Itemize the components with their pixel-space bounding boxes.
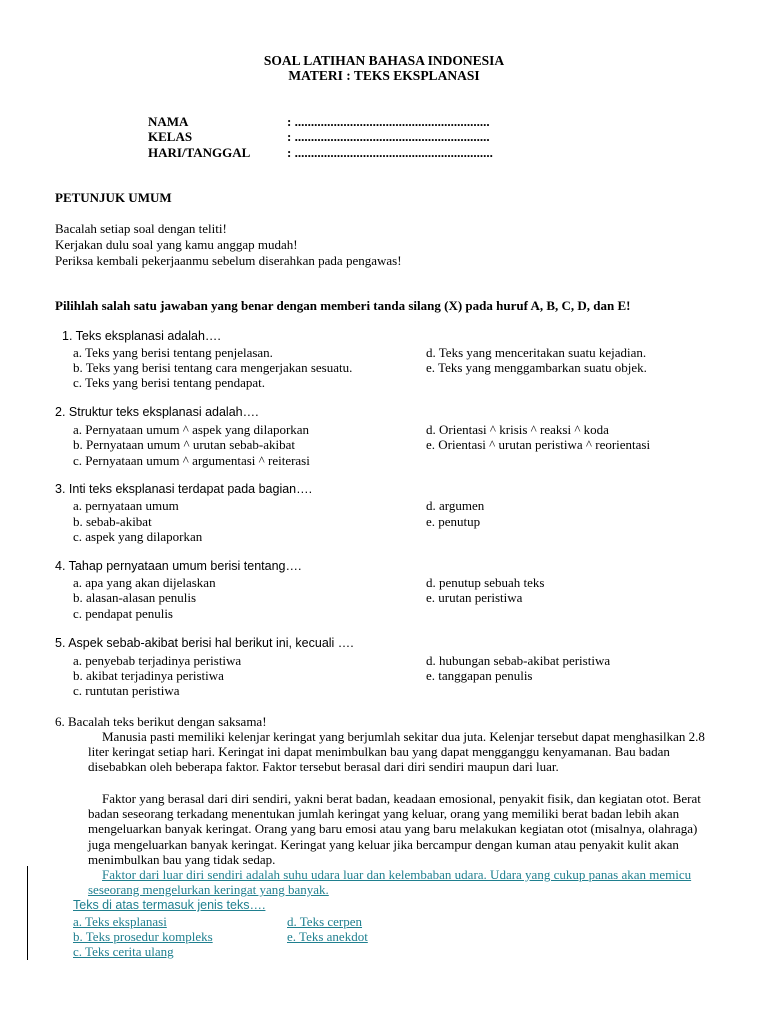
option-a[interactable]: a. penyebab terjadinya peristiwa — [73, 653, 242, 668]
option-b[interactable]: b. Pernyataan umum ^ urutan sebab-akibat — [73, 437, 295, 452]
option-d[interactable]: d. argumen — [426, 498, 485, 513]
instruction-line: Bacalah setiap soal dengan teliti! — [55, 221, 227, 236]
question-prompt[interactable]: Teks di atas termasuk jenis teks…. — [73, 898, 266, 912]
question-text: 3. Inti teks eksplanasi terdapat pada bagian…. — [55, 482, 313, 496]
option-c[interactable]: c. Pernyataan umum ^ argumentasi ^ reiterasi — [73, 453, 310, 468]
question-text: 6. Bacalah teks berikut dengan saksama! — [55, 714, 267, 729]
option-b[interactable]: b. Teks prosedur kompleks — [73, 929, 213, 944]
name-field[interactable]: : ............................................................ — [287, 114, 490, 129]
option-d[interactable]: d. penutup sebuah teks — [426, 575, 545, 590]
question-text: 4. Tahap pernyataan umum berisi tentang…. — [55, 559, 302, 573]
option-d[interactable]: d. Teks cerpen — [287, 914, 363, 929]
option-c[interactable]: c. pendapat penulis — [73, 606, 173, 621]
instruction-line: Periksa kembali pekerjaanmu sebelum diserahkan pada pengawas! — [55, 253, 402, 268]
text-cursor-bar — [27, 866, 28, 960]
option-a[interactable]: a. Pernyataan umum ^ aspek yang dilaporkan — [73, 422, 310, 437]
class-label: KELAS — [148, 129, 193, 144]
option-a[interactable]: a. Teks yang berisi tentang penjelasan. — [73, 345, 273, 360]
option-d[interactable]: d. Teks yang menceritakan suatu kejadian. — [426, 345, 647, 360]
document-title: SOAL LATIHAN BAHASA INDONESIA — [263, 53, 505, 68]
date-field[interactable]: : ............................................................. — [287, 145, 493, 160]
document-subtitle: MATERI : TEKS EKSPLANASI — [288, 68, 480, 83]
option-c[interactable]: c. Teks yang berisi tentang pendapat. — [73, 375, 265, 390]
option-d[interactable]: d. hubungan sebab-akibat peristiwa — [426, 653, 611, 668]
option-e[interactable]: e. urutan peristiwa — [426, 590, 523, 605]
option-b[interactable]: b. alasan-alasan penulis — [73, 590, 197, 605]
option-a[interactable]: a. pernyataan umum — [73, 498, 179, 513]
option-a[interactable]: a. Teks eksplanasi — [73, 914, 167, 929]
answer-directive: Pilihlah salah satu jawaban yang benar dengan memberi tanda silang (X) pada huruf A, B, C, D, dan E! — [55, 298, 631, 313]
question-text: 2. Struktur teks eksplanasi adalah…. — [55, 405, 259, 419]
option-b[interactable]: b. akibat terjadinya peristiwa — [73, 668, 224, 683]
question-text: 1. Teks eksplanasi adalah…. — [62, 329, 221, 343]
instructions-heading: PETUNJUK UMUM — [55, 190, 172, 205]
option-e[interactable]: e. Teks anekdot — [287, 929, 368, 944]
question-text: 5. Aspek sebab-akibat berisi hal berikut ini, kecuali …. — [55, 636, 354, 650]
reading-paragraph-2: Faktor yang berasal dari diri sendiri, yakni berat badan, keadaan emosional, penyakit fisik, dan kegiatan otot. Berat badan seseorang terkadang menentukan jumlah keringat yang keluar, orang yang memiliki berat badan lebih akan mengeluarkan banyak keringat. Orang yang baru emosi atau yang baru melakukan kegiatan otot (misalnya, olahraga) juga mengeluarkan banyak keringat. Keringat yang keluar jika bercampur dengan kuman atau penyakit kulit akan menimbulkan bau yang tidak sedap. — [88, 791, 701, 867]
date-label: HARI/TANGGAL — [148, 145, 251, 160]
option-e[interactable]: e. tanggapan penulis — [426, 668, 533, 683]
option-b[interactable]: b. sebab-akibat — [73, 514, 152, 529]
option-c[interactable]: c. runtutan peristiwa — [73, 683, 180, 698]
option-e[interactable]: e. penutup — [426, 514, 481, 529]
reading-paragraph-1: Manusia pasti memiliki kelenjar keringat yang berjumlah sekitar dua juta. Kelenjar tersebut dapat menghasilkan 2.8 liter keringat setiap hari. Keringat ini dapat menimbulkan bau yang dapat mengganggu kenyamanan. Bau badan disebabkan oleh beberapa faktor. Faktor tersebut berasal dari diri sendiri maupun dari luar. — [88, 729, 705, 775]
option-c[interactable]: c. Teks cerita ulang — [73, 944, 174, 959]
option-b[interactable]: b. Teks yang berisi tentang cara mengerjakan sesuatu. — [73, 360, 353, 375]
class-field[interactable]: : ............................................................ — [287, 129, 490, 144]
option-a[interactable]: a. apa yang akan dijelaskan — [73, 575, 216, 590]
option-d[interactable]: d. Orientasi ^ krisis ^ reaksi ^ koda — [426, 422, 609, 437]
option-c[interactable]: c. aspek yang dilaporkan — [73, 529, 203, 544]
option-e[interactable]: e. Teks yang menggambarkan suatu objek. — [426, 360, 647, 375]
name-label: NAMA — [148, 114, 189, 129]
instruction-line: Kerjakan dulu soal yang kamu anggap mudah! — [55, 237, 298, 252]
option-e[interactable]: e. Orientasi ^ urutan peristiwa ^ reorientasi — [426, 437, 651, 452]
reading-paragraph-3[interactable]: Faktor dari luar diri sendiri adalah suhu udara luar dan kelembaban udara. Udara yang cukup panas akan memicu seseorang mengelurkan keringat yang banyak. — [88, 867, 692, 898]
